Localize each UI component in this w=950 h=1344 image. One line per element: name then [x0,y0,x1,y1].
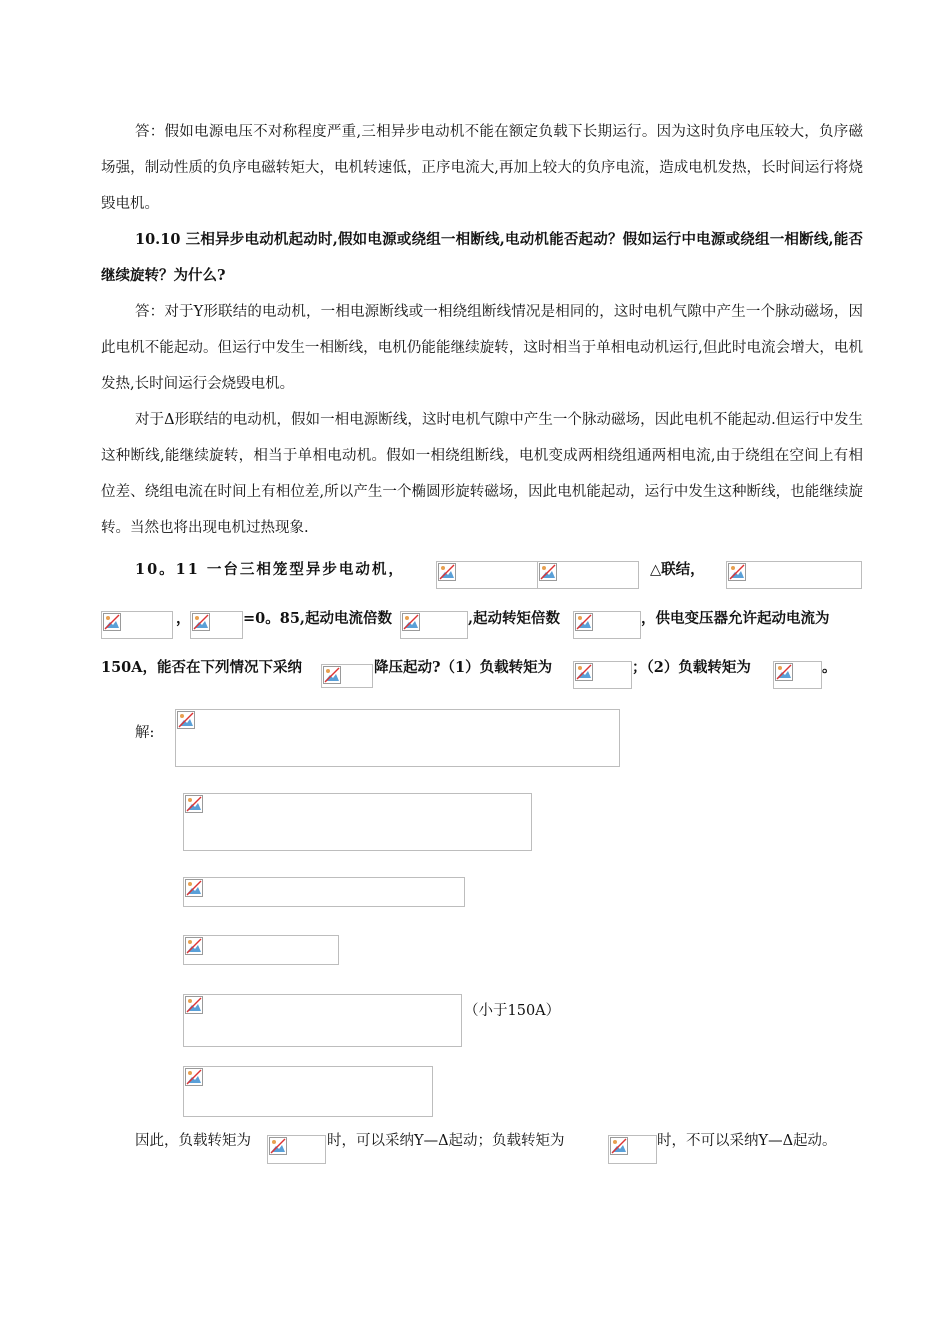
broken-image-icon [185,996,203,1014]
broken-image-icon [728,563,746,581]
broken-image-icon [103,613,121,631]
broken-image-icon [185,937,203,955]
broken-image-icon [539,563,557,581]
answer-10-9: 答：假如电源电压不对称程度严重,三相异步电动机不能在额定负载下长期运行。因为这时负序电压较大，负序磁场强，制动性质的负序电磁转矩大，电机转速低，正序电流大,再加上较大的负序电流，造成电机发热，长时间运行将烧毁电机。 [101,124,863,212]
formula-image [573,611,641,639]
conclusion-text-b: 时，可以采纳Y—Δ起动；负载转矩为 [327,1133,565,1149]
broken-image-icon [323,666,341,684]
formula-image [436,561,538,589]
question-10-10: 10.10 三相异步电动机起动时,假如电源或绕组一相断线,电动机能否起动？假如运行中电源或绕组一相断线,能否继续旋转？为什么? [101,231,863,284]
broken-image-icon [177,711,195,729]
broken-image-icon [402,613,420,631]
broken-image-icon [185,1068,203,1086]
broken-image-icon [185,795,203,813]
answer-10-10-delta: 对于Δ形联结的电动机，假如一相电源断线，这时电机气隙中产生一个脉动磁场，因此电机不能起动.但运行中发生这种断线,能继续旋转，相当于单相电动机。假如一相绕组断线，电机变成两相绕组通两相电流,由于绕组在空间上有相位差、绕组电流在时间上有相位差,所以产生一个椭圆形旋转磁场，因此电机能起动，运行中发生这种断线，也能继续旋转。当然也将出现电机过热现象. [101,412,863,536]
formula-image [321,664,373,688]
formula-image [726,561,862,589]
formula-image [267,1135,326,1164]
broken-image-icon [269,1137,287,1155]
solution-note: （小于150A） [464,1003,561,1019]
conclusion-text-c: 时，不可以采纳Y—Δ起动。 [657,1133,837,1149]
solution-formula-image [183,994,462,1047]
formula-image [537,561,639,589]
broken-image-icon [775,663,793,681]
broken-image-icon [185,879,203,897]
solution-formula-image [183,1066,433,1117]
formula-image [773,661,822,689]
q11-line1-text: 10。11 一台三相笼型异步电动机， [135,561,405,578]
answer-10-10-wye: 答：对于Y形联结的电动机，一相电源断线或一相绕组断线情况是相同的，这时电机气隙中产生一个脉动磁场，因此电机不能起动。但运行中发生一相断线，电机仍能能继续旋转，这时相当于单相电动机运行,但此时电流会增大，电机发热,长时间运行会烧毁电机。 [101,304,863,392]
formula-image [573,661,632,689]
formula-image [190,611,243,639]
q11-case2: ；（2）负载转矩为 [632,659,751,676]
q11-case1: 降压起动?（1）负载转矩为 [374,659,553,676]
solution-formula-image [183,877,465,907]
broken-image-icon [610,1137,628,1155]
q11-line3-text: 150A，能否在下列情况下采纳 [101,659,303,676]
solution-formula-image [175,709,620,767]
solution-label: 解: [135,725,155,741]
formula-image [400,611,468,639]
q11-delta-text: △联结， [650,561,705,578]
conclusion-text-a: 因此，负载转矩为 [135,1133,251,1149]
q11-comma: ， [176,610,191,627]
broken-image-icon [192,613,210,631]
formula-image [608,1135,657,1164]
formula-image [101,611,173,639]
broken-image-icon [438,563,456,581]
solution-formula-image [183,935,339,965]
q11-torque-ratio: ,起动转矩倍数 [468,610,561,627]
q11-end: 。 [822,659,837,676]
q11-power-factor: =0。85,起动电流倍数 [243,610,392,627]
q11-transformer: ，供电变压器允许起动电流为 [641,610,830,627]
broken-image-icon [575,663,593,681]
solution-formula-image [183,793,532,851]
broken-image-icon [575,613,593,631]
